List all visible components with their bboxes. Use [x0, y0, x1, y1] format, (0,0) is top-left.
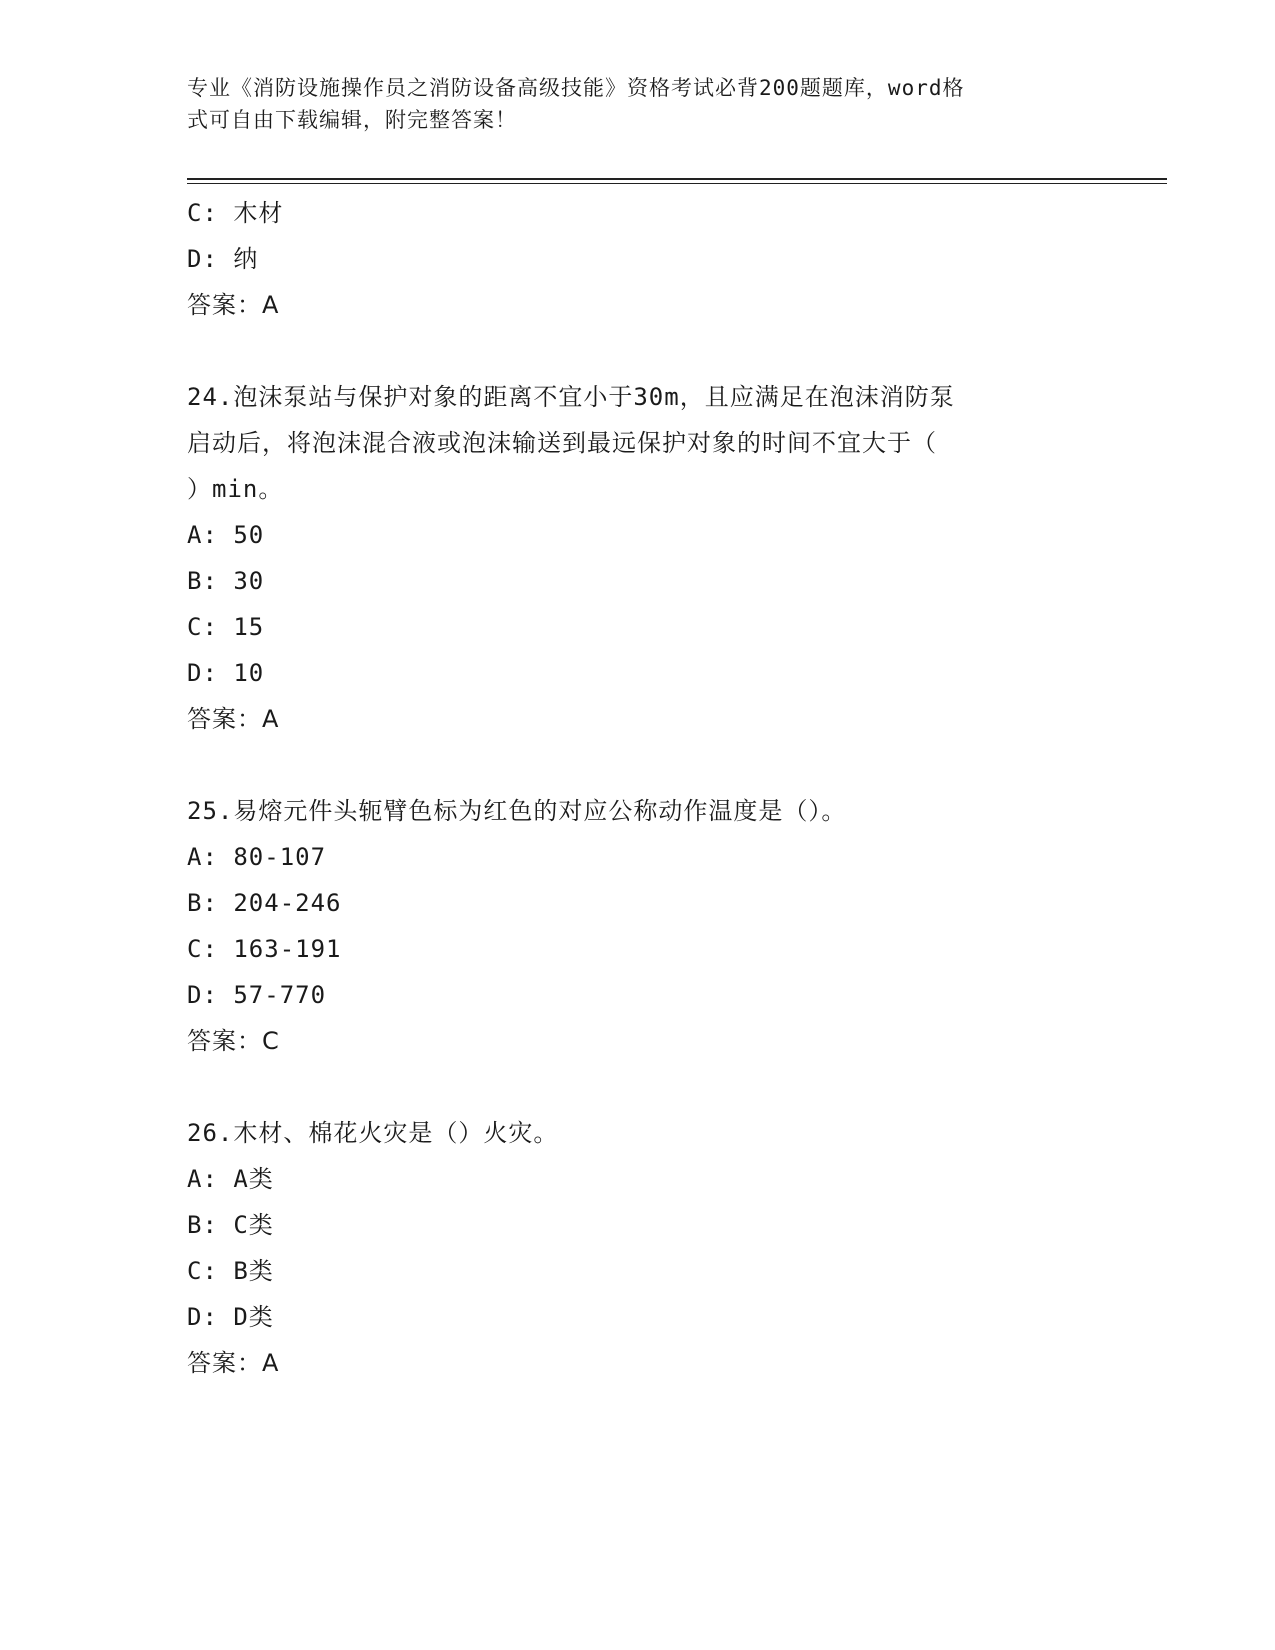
option-c: C: B类 [187, 1257, 274, 1285]
answer-line: 答案：A [187, 1349, 280, 1377]
option-d: D: 57-770 [187, 981, 327, 1009]
question-stem-line: 25.易熔元件头轭臂色标为红色的对应公称动作温度是（）。 [187, 797, 847, 825]
header-divider [187, 178, 1167, 184]
answer-line: 答案：A [187, 291, 280, 319]
question-24 [187, 374, 1087, 742]
answer-line: 答案：A [187, 705, 280, 733]
header-title-line-1: 专业《消防设施操作员之消防设备高级技能》资格考试必背200题题库，word格 [187, 76, 965, 100]
question-stem-line: 26.木材、棉花火灾是（）火灾。 [187, 1119, 559, 1147]
question-23-continuation [187, 190, 1087, 328]
option-d: D: D类 [187, 1303, 274, 1331]
option-d: D: 10 [187, 659, 265, 687]
question-stem-line: 启动后，将泡沫混合液或泡沫输送到最远保护对象的时间不宜大于（ [187, 429, 937, 457]
question-25 [187, 788, 1087, 1064]
option-b: B: C类 [187, 1211, 274, 1239]
option-a: A: 80-107 [187, 843, 327, 871]
header-title-line-2: 式可自由下载编辑，附完整答案！ [187, 108, 517, 132]
option-d: D: 纳 [187, 245, 259, 273]
option-b: B: 30 [187, 567, 265, 595]
option-c: C: 15 [187, 613, 265, 641]
answer-line: 答案：C [187, 1027, 280, 1055]
question-stem-line: 24.泡沫泵站与保护对象的距离不宜小于30m，且应满足在泡沫消防泵 [187, 383, 955, 411]
option-b: B: 204-246 [187, 889, 342, 917]
option-c: C: 163-191 [187, 935, 342, 963]
question-26 [187, 1110, 1087, 1386]
option-c: C: 木材 [187, 199, 284, 227]
option-a: A: A类 [187, 1165, 274, 1193]
question-stem-line: ）min。 [187, 475, 284, 503]
option-a: A: 50 [187, 521, 265, 549]
document-header [187, 72, 1077, 136]
question-list [187, 190, 1087, 1386]
